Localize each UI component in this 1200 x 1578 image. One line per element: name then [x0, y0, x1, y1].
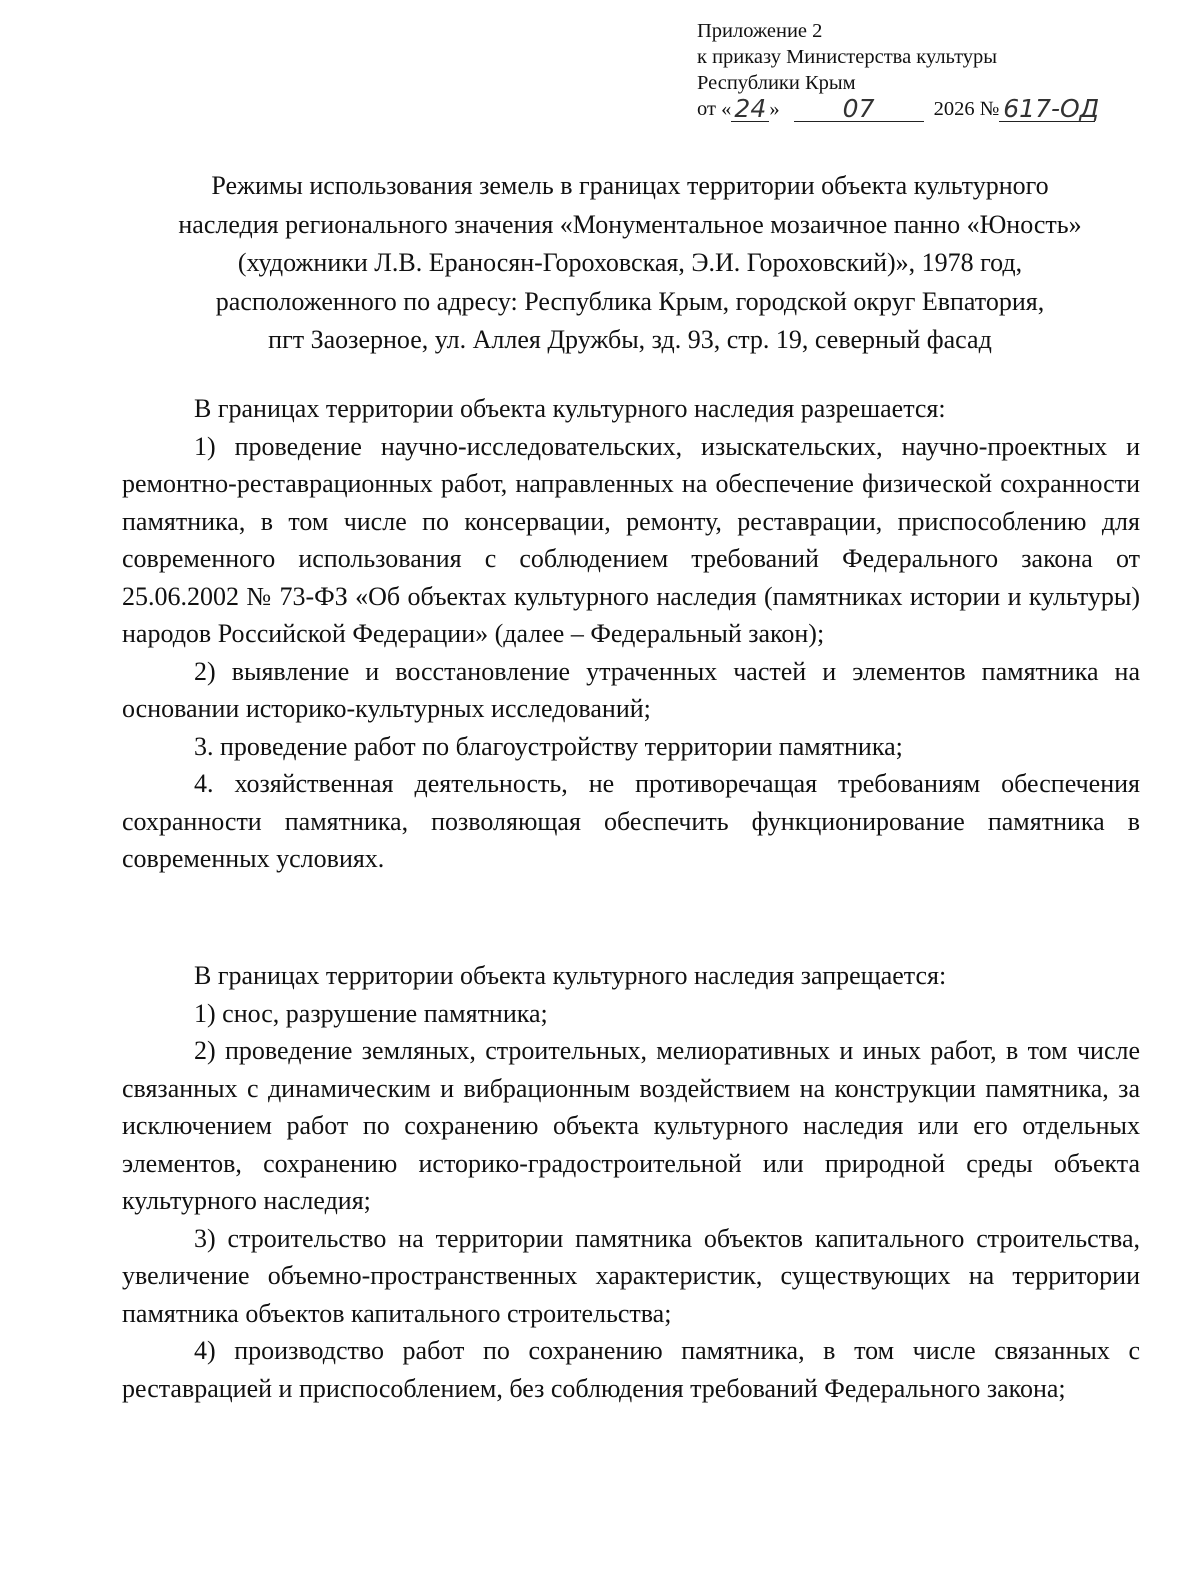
allowed-item-2: 2) выявление и восстановление утраченных частей и элементов памятника на основании историко-культурных исследований; — [122, 656, 1140, 723]
forbidden-item-3: 3) строительство на территории памятника объектов капитального строительства, увеличение объемно-пространственных характеристик, существующих на территории памятника объектов капитального строительства; — [122, 1223, 1140, 1328]
allowed-item-3: 3. проведение работ по благоустройству территории памятника; — [194, 731, 903, 761]
forbidden-item-1: 1) снос, разрушение памятника; — [194, 998, 548, 1028]
order-reference: к приказу Министерства культуры — [697, 46, 998, 68]
order-day: 24 — [731, 97, 769, 122]
forbidden-section — [122, 957, 1140, 1407]
date-day-suffix: » — [769, 98, 780, 120]
allowed-heading: В границах территории объекта культурного наследия разрешается: — [194, 394, 946, 423]
order-date-line — [697, 96, 1167, 122]
appendix-header — [697, 18, 1167, 122]
order-month: 07 — [794, 97, 924, 122]
title-line-1: Режимы использования земель в границах территории объекта культурного — [211, 171, 1049, 200]
date-prefix: от « — [697, 98, 732, 120]
title-line-2: наследия регионального значения «Монументальное мозаичное панно «Юность» — [178, 209, 1082, 239]
title-line-3: (художники Л.В. Ераносян-Гороховская, Э.И. Гороховский)», 1978 год, — [237, 248, 1023, 277]
order-republic: Республики Крым — [697, 72, 856, 94]
forbidden-heading: В границах территории объекта культурного наследия запрещается: — [194, 961, 947, 990]
title-line-4: расположенного по адресу: Республика Крым, городской округ Евпатория, — [215, 286, 1045, 316]
allowed-section — [122, 390, 1140, 878]
document-title — [120, 167, 1140, 360]
title-line-5: пгт Заозерное, ул. Аллея Дружбы, зд. 93, стр. 19, северный фасад — [268, 325, 992, 354]
allowed-item-1: 1) проведение научно-исследовательских, изыскательских, научно-проектных и ремонтно-реставрационных работ, направленных на обеспечение физической сохранности памятника, в том числе по консервации, ремонту, реставрации, приспособлению для современного использования с соблюдением требований Федерального закона от 25.06.2002 № 73-ФЗ «Об объектах культурного наследия (памятниках истории и культуры) народов Российской Федерации» (далее – Федеральный закон); — [122, 431, 1140, 648]
allowed-item-4: 4. хозяйственная деятельность, не противоречащая требованиям обеспечения сохранности памятника, позволяющая обеспечить функционирование памятника в современных условиях. — [122, 769, 1140, 873]
forbidden-item-4: 4) производство работ по сохранению памятника, в том числе связанных с реставрацией и приспособлением, без соблюдения требований Федерального закона; — [122, 1336, 1140, 1403]
forbidden-item-2: 2) проведение земляных, строительных, мелиоративных и иных работ, в том числе связанных с динамическим и вибрационным воздействием на конструкции памятника, за исключением работ по сохранению объекта культурного наследия или его отдельных элементов, сохранению историко-градостроительной или природной среды объекта культурного наследия; — [122, 1036, 1140, 1215]
appendix-number: Приложение 2 — [697, 20, 823, 42]
order-number: 617-ОД — [999, 97, 1095, 122]
order-year: 2026 № — [933, 98, 1000, 120]
